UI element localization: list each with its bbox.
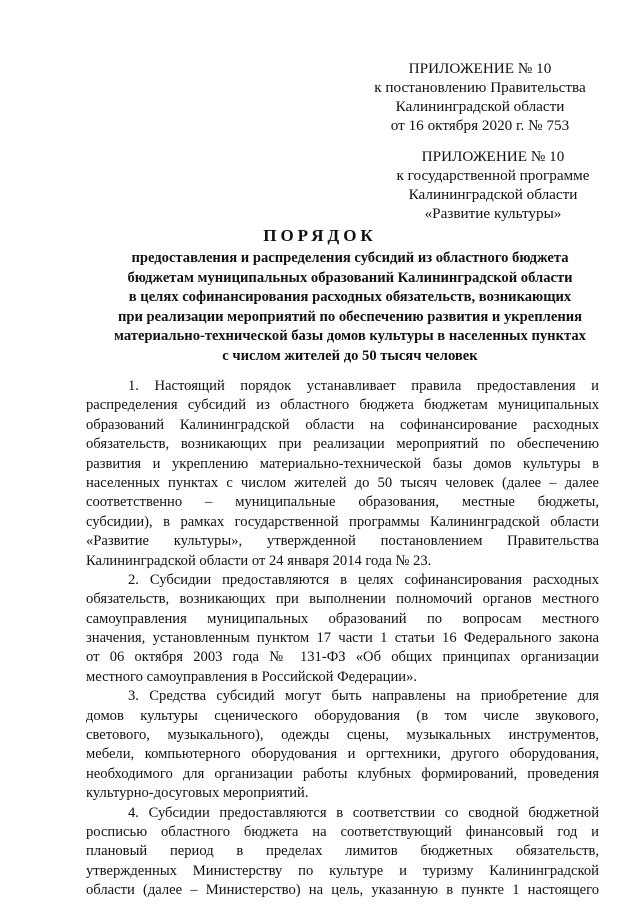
- paragraph-line: культурно-досуговых мероприятий.: [86, 785, 309, 802]
- paragraph-line: плановый период в пределах лимитов бюджетных обязательств,: [86, 843, 599, 860]
- subtitle-line: с числом жителей до 50 тысяч человек: [222, 347, 478, 364]
- paragraph-line: значения, установленным пунктом 17 части 1 статьи 16 Федерального закона: [86, 630, 599, 647]
- appendix-line: от 16 октября 2020 г. № 753: [390, 117, 570, 134]
- paragraph-1: [86, 377, 599, 571]
- appendix-line: ПРИЛОЖЕНИЕ № 10: [421, 148, 565, 165]
- paragraph-line: светового, музыкального), одежды сцены, музыкальных инструментов,: [86, 727, 599, 744]
- paragraph-2: [86, 571, 599, 687]
- subtitle-line: бюджетам муниципальных образований Калининградской области: [127, 269, 573, 286]
- paragraph-line: субсидии), в рамках государственной программы Калининградской области: [86, 513, 599, 530]
- paragraph-line: соответственно – муниципальные образования, местные бюджеты,: [86, 494, 599, 511]
- paragraph-line: обязательств, возникающих при реализации мероприятий по обеспечению: [86, 436, 599, 453]
- subtitle-line: предоставления и распределения субсидий из областного бюджета: [131, 250, 569, 266]
- paragraph-line: 2. Субсидии предоставляются в целях софинансирования расходных: [128, 571, 599, 588]
- document-title: ПОРЯДОК: [263, 226, 377, 245]
- paragraph-line: 3. Средства субсидий могут быть направлены на приобретение для: [128, 688, 599, 705]
- document-body: [86, 377, 599, 901]
- paragraph-line: Калининградской области от 24 января 2014 года № 23.: [86, 552, 432, 569]
- paragraph-line: от 06 октября 2003 года № 131-ФЗ «Об общих принципах организации: [86, 649, 599, 666]
- paragraph-line: местного самоуправления в Российской Федерации».: [86, 668, 418, 685]
- paragraph-line: 1. Настоящий порядок устанавливает правила предоставления и: [128, 378, 599, 394]
- appendix-line: ПРИЛОЖЕНИЕ № 10: [408, 60, 552, 77]
- appendix-line: «Развитие культуры»: [424, 205, 562, 222]
- paragraph-4: [86, 804, 599, 901]
- paragraph-line: распределения субсидий из областного бюджета бюджетам муниципальных: [86, 397, 599, 414]
- appendix-line: к постановлению Правительства: [374, 79, 586, 96]
- appendix-header-resolution: [345, 59, 615, 135]
- paragraph-line: мебели, компьютерного оборудования и оргтехники, другого оборудования,: [86, 746, 599, 763]
- subtitle-line: материально-технической базы домов культуры в населенных пунктах: [114, 328, 586, 344]
- document-subtitle: [80, 249, 620, 366]
- paragraph-line: необходимого для организации работы клубных формирований, проведения: [86, 765, 599, 782]
- subtitle-line: при реализации мероприятий по обеспечению развития и укрепления: [117, 308, 583, 325]
- paragraph-line: развития и укреплению материально-технической базы домов культуры в: [86, 455, 599, 472]
- subtitle-line: в целях софинансирования расходных обязательств, возникающих: [128, 289, 572, 305]
- appendix-line: Калининградской области: [395, 98, 565, 115]
- paragraph-line: домов культуры сценического оборудования (в том числе звукового,: [86, 707, 599, 724]
- paragraph-line: обязательств, возникающих при выполнении полномочий органов местного: [86, 591, 599, 608]
- appendix-line: Калининградской области: [408, 186, 578, 203]
- paragraph-line: образований Калининградской области на софинансирование расходных: [86, 416, 599, 433]
- paragraph-line: утвержденных Министерству по культуре и туризму Калининградской: [86, 862, 599, 879]
- paragraph-line: самоуправления муниципальных образований по вопросам местного: [86, 610, 599, 627]
- paragraph-line: 4. Субсидии предоставляются в соответствии со сводной бюджетной: [128, 804, 599, 821]
- paragraph-3: [86, 687, 599, 803]
- appendix-header-program: [375, 147, 611, 223]
- paragraph-line: росписью областного бюджета на соответствующий финансовый год и: [86, 823, 599, 840]
- paragraph-line: области (далее – Министерство) на цель, указанную в пункте 1 настоящего: [86, 882, 599, 899]
- appendix-line: к государственной программе: [396, 167, 590, 184]
- paragraph-line: населенных пунктах с числом жителей до 50 тысяч человек (далее – далее: [86, 474, 599, 491]
- paragraph-line: «Развитие культуры», утвержденной постановлением Правительства: [86, 533, 599, 550]
